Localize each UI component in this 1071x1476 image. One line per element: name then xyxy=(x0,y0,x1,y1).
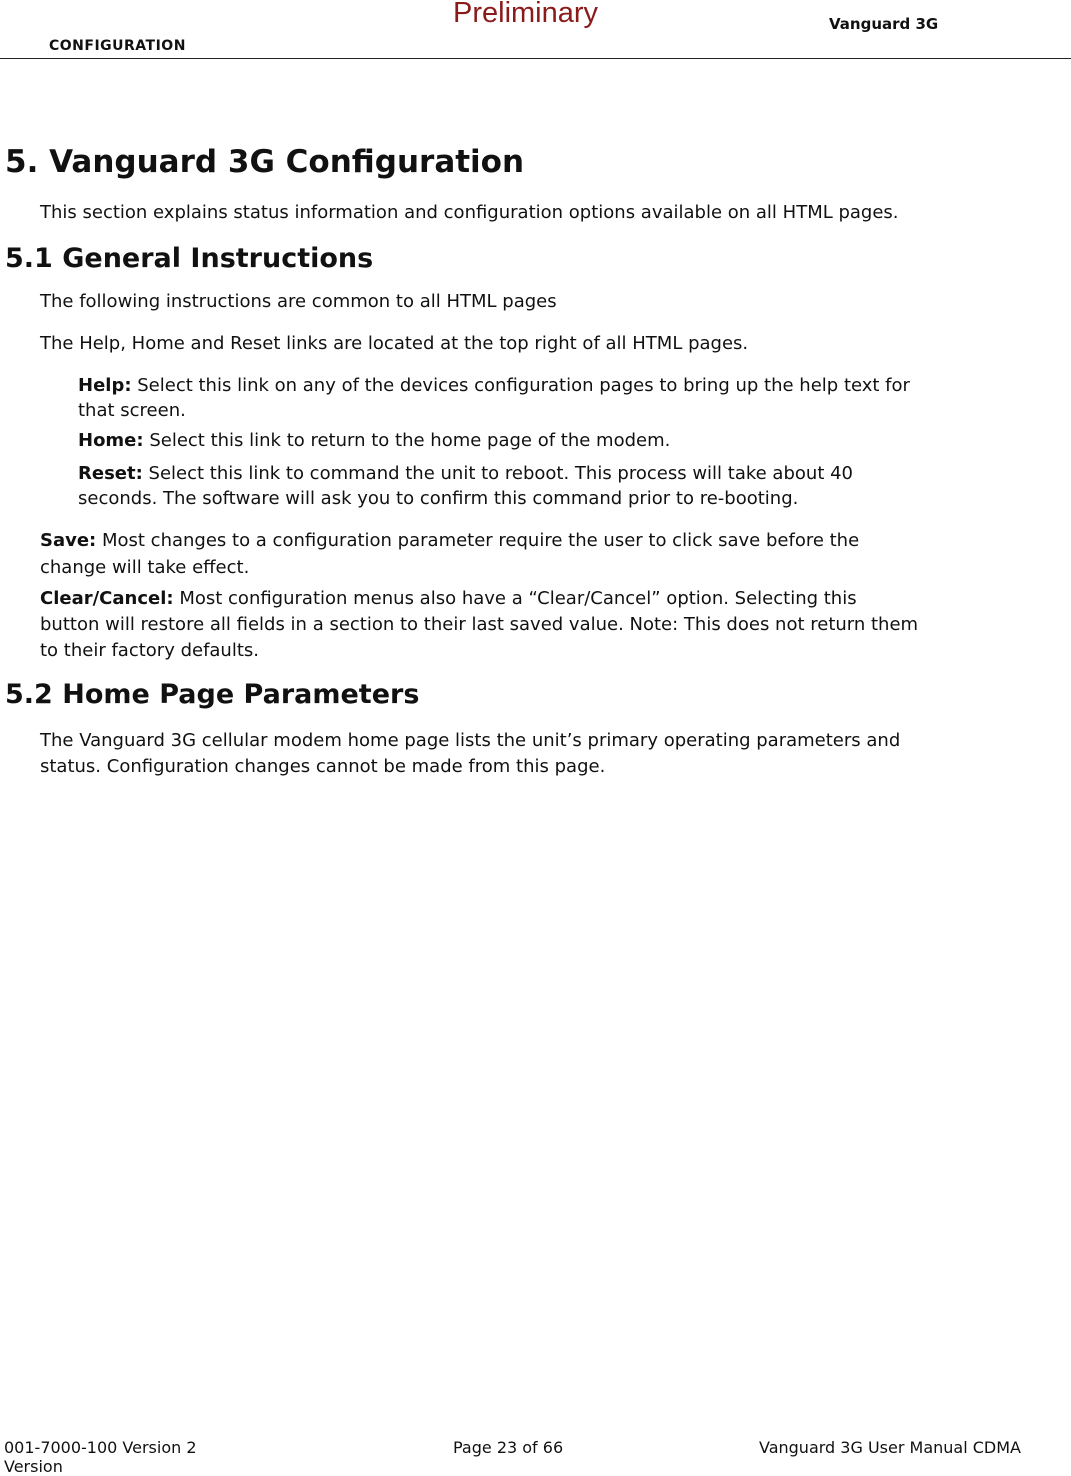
help-item-continued: that screen. xyxy=(78,400,186,421)
save-text: Most changes to a configuration parameter require the user to click save before the xyxy=(96,530,860,551)
reset-item xyxy=(78,461,853,487)
general-paragraph-1: The following instructions are common to all HTML pages xyxy=(40,291,557,312)
reset-label: Reset: xyxy=(78,463,143,484)
chapter-intro: This section explains status information and configuration options available on all HTML pages. xyxy=(40,202,899,223)
help-text: Select this link on any of the devices configuration pages to bring up the help text for xyxy=(131,375,910,396)
footer-page-number: Page 23 of 66 xyxy=(453,1438,564,1457)
chapter-title: 5. Vanguard 3G Configuration xyxy=(5,144,525,180)
help-label: Help: xyxy=(78,375,132,396)
reset-item-continued: seconds. The software will ask you to confirm this command prior to re-booting. xyxy=(78,488,799,509)
home-page-paragraph-line-1: The Vanguard 3G cellular modem home page lists the unit’s primary operating parameters and xyxy=(40,730,901,751)
section-title-home-page-parameters: 5.2 Home Page Parameters xyxy=(5,679,420,710)
save-label: Save: xyxy=(40,530,97,551)
home-label: Home: xyxy=(78,430,144,451)
header-product-name: Vanguard 3G xyxy=(829,15,939,33)
home-page-paragraph-line-2: status. Configuration changes cannot be made from this page. xyxy=(40,756,606,777)
header-section-label: CONFIGURATION xyxy=(49,38,186,54)
footer-manual-title: Vanguard 3G User Manual CDMA xyxy=(759,1438,1021,1457)
home-item xyxy=(78,428,670,454)
clear-cancel-text: Most configuration menus also have a “Clear/Cancel” option. Selecting this xyxy=(173,588,857,609)
general-paragraph-2: The Help, Home and Reset links are located at the top right of all HTML pages. xyxy=(40,333,749,354)
reset-text: Select this link to command the unit to reboot. This process will take about 40 xyxy=(142,463,853,484)
clear-cancel-item-continued-2: to their factory defaults. xyxy=(40,640,259,661)
preliminary-watermark: Preliminary xyxy=(453,0,599,29)
help-item xyxy=(78,373,910,399)
clear-cancel-label: Clear/Cancel: xyxy=(40,588,174,609)
clear-cancel-item xyxy=(40,586,857,612)
save-item-continued: change will take effect. xyxy=(40,557,250,578)
header-divider xyxy=(0,58,1071,59)
home-text: Select this link to return to the home page of the modem. xyxy=(143,430,671,451)
footer-manual-title-continued: Version xyxy=(4,1457,63,1476)
clear-cancel-item-continued: button will restore all fields in a section to their last saved value. Note: This does not return them xyxy=(40,614,919,635)
section-title-general-instructions: 5.1 General Instructions xyxy=(5,243,374,274)
footer-doc-number: 001-7000-100 Version 2 xyxy=(4,1438,197,1457)
save-item xyxy=(40,528,859,554)
